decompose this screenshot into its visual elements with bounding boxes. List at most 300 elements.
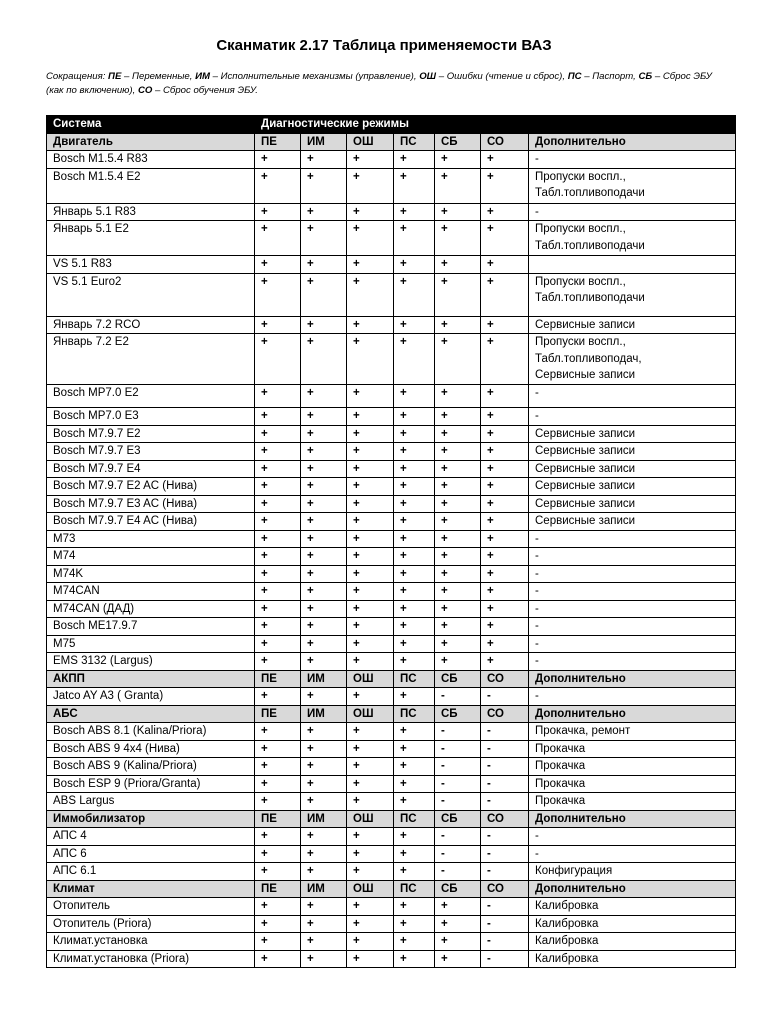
mode-mark: + — [394, 425, 435, 443]
mode-mark: + — [347, 915, 394, 933]
system-name: M74 — [47, 548, 255, 566]
mode-mark: + — [347, 653, 394, 671]
mode-mark: + — [435, 334, 481, 385]
table-row — [47, 600, 736, 618]
extra-info — [529, 600, 736, 618]
mode-mark: + — [301, 828, 347, 846]
mode-mark: + — [481, 221, 529, 256]
mode-column-header: ПС — [394, 133, 435, 151]
mode-mark: - — [481, 740, 529, 758]
extra-info — [529, 863, 736, 881]
extra-info — [529, 495, 736, 513]
table-row — [47, 758, 736, 776]
mode-column-header: СБ — [435, 133, 481, 151]
extra-info-line: - — [535, 830, 539, 842]
mode-mark: + — [435, 933, 481, 951]
mode-mark: + — [435, 273, 481, 316]
mode-mark: + — [481, 653, 529, 671]
extra-info — [529, 653, 736, 671]
extra-info-line: - — [535, 205, 539, 218]
mode-mark: - — [435, 775, 481, 793]
extra-info-line: - — [535, 567, 539, 580]
mode-mark: + — [481, 635, 529, 653]
mode-column-header: ПС — [394, 670, 435, 688]
mode-mark: - — [481, 775, 529, 793]
mode-column-header: ИМ — [301, 705, 347, 723]
mode-mark: - — [435, 845, 481, 863]
mode-mark: + — [255, 828, 301, 846]
mode-mark: + — [255, 793, 301, 811]
extra-info-line: Табл.топливоподач, — [535, 352, 642, 365]
mode-mark: + — [394, 478, 435, 496]
extra-info — [529, 775, 736, 793]
abbreviation-text: – Исполнительные механизмы (управление), — [209, 71, 420, 82]
mode-column-header: Дополнительно — [529, 810, 736, 828]
abbreviation-key: СО — [137, 85, 153, 96]
extra-info-line: Прокачка — [535, 742, 586, 755]
mode-column-header: СБ — [435, 705, 481, 723]
extra-info — [529, 845, 736, 863]
extra-info — [529, 443, 736, 461]
extra-info-line: - — [535, 655, 539, 667]
mode-mark: + — [394, 495, 435, 513]
mode-mark: + — [255, 618, 301, 636]
extra-info — [529, 513, 736, 531]
mode-mark: + — [301, 168, 347, 203]
section-name: АБС — [47, 705, 255, 723]
mode-mark: + — [435, 425, 481, 443]
mode-mark: + — [394, 408, 435, 426]
extra-info — [529, 425, 736, 443]
extra-info — [529, 273, 736, 316]
extra-info-line: Конфигурация — [535, 865, 613, 877]
extra-info-line: Сервисные записи — [535, 369, 636, 381]
mode-column-header: ИМ — [301, 133, 347, 151]
extra-info — [529, 723, 736, 741]
mode-mark: - — [435, 863, 481, 881]
mode-mark: - — [435, 723, 481, 741]
mode-mark: - — [481, 863, 529, 881]
extra-info — [529, 793, 736, 811]
abbreviation-key: ОШ — [419, 71, 437, 82]
mode-mark: + — [347, 600, 394, 618]
table-row — [47, 221, 736, 256]
extra-info — [529, 758, 736, 776]
mode-mark: - — [481, 950, 529, 968]
mode-mark: + — [394, 385, 435, 408]
mode-mark: + — [301, 635, 347, 653]
extra-info — [529, 618, 736, 636]
mode-column-header: СБ — [435, 670, 481, 688]
mode-mark: + — [394, 513, 435, 531]
mode-mark: + — [301, 478, 347, 496]
mode-mark: - — [481, 723, 529, 741]
mode-mark: + — [301, 723, 347, 741]
mode-column-header: ПЕ — [255, 880, 301, 898]
mode-mark: + — [301, 495, 347, 513]
extra-info — [529, 933, 736, 951]
mode-column-header: ОШ — [347, 705, 394, 723]
extra-info-line: Прокачка — [535, 760, 586, 772]
system-name: M74K — [47, 565, 255, 583]
mode-mark: + — [301, 583, 347, 601]
extra-info — [529, 316, 736, 334]
extra-info — [529, 168, 736, 203]
mode-mark: + — [301, 915, 347, 933]
mode-mark: + — [255, 565, 301, 583]
mode-column-header: СО — [481, 133, 529, 151]
section-name: Иммобилизатор — [47, 810, 255, 828]
mode-mark: - — [481, 758, 529, 776]
table-row — [47, 740, 736, 758]
mode-mark: + — [255, 635, 301, 653]
mode-mark: + — [435, 653, 481, 671]
mode-mark: + — [255, 495, 301, 513]
mode-mark: + — [435, 443, 481, 461]
table-row — [47, 408, 736, 426]
mode-mark: + — [347, 723, 394, 741]
system-name: M74CAN (ДАД) — [47, 600, 255, 618]
mode-mark: + — [394, 618, 435, 636]
extra-info-line: - — [535, 690, 539, 702]
system-name: Климат.установка — [47, 933, 255, 951]
mode-mark: + — [347, 385, 394, 408]
system-name: Bosch M7.9.7 E2 — [47, 425, 255, 443]
system-name: Январь 5.1 E2 — [47, 221, 255, 256]
mode-mark: + — [435, 618, 481, 636]
mode-mark: + — [255, 530, 301, 548]
mode-mark: + — [394, 221, 435, 256]
mode-mark: + — [435, 583, 481, 601]
mode-column-header: ПЕ — [255, 810, 301, 828]
table-row — [47, 565, 736, 583]
extra-info — [529, 478, 736, 496]
extra-info-line: Пропуски воспл., — [535, 336, 626, 348]
table-row — [47, 933, 736, 951]
mode-mark: + — [435, 915, 481, 933]
extra-info — [529, 151, 736, 169]
table-row — [47, 460, 736, 478]
section-header-row — [47, 705, 736, 723]
mode-mark: + — [435, 495, 481, 513]
system-name: Bosch M7.9.7 E4 — [47, 460, 255, 478]
mode-mark: + — [347, 460, 394, 478]
system-name: VS 5.1 R83 — [47, 256, 255, 274]
extra-info-line: Пропуски воспл., — [535, 223, 626, 235]
mode-column-header: СО — [481, 670, 529, 688]
mode-mark: + — [481, 425, 529, 443]
system-name: АПС 4 — [47, 828, 255, 846]
mode-mark: + — [301, 385, 347, 408]
mode-mark: + — [301, 740, 347, 758]
mode-mark: + — [255, 168, 301, 203]
mode-mark: + — [394, 151, 435, 169]
extra-info-line: Пропуски воспл., — [535, 170, 626, 183]
mode-mark: + — [347, 256, 394, 274]
mode-mark: + — [481, 443, 529, 461]
mode-mark: + — [347, 316, 394, 334]
mode-mark: + — [255, 898, 301, 916]
extra-info — [529, 334, 736, 385]
extra-info-line: - — [535, 532, 539, 545]
table-row — [47, 151, 736, 169]
system-name: Bosch ESP 9 (Priora/Granta) — [47, 775, 255, 793]
mode-mark: + — [435, 548, 481, 566]
mode-mark: + — [394, 688, 435, 706]
extra-info-line: Прокачка, ремонт — [535, 725, 631, 737]
mode-mark: + — [301, 151, 347, 169]
table-row — [47, 548, 736, 566]
mode-mark: + — [394, 775, 435, 793]
table-row — [47, 635, 736, 653]
abbreviation-key: ПС — [567, 71, 582, 82]
mode-mark: + — [481, 256, 529, 274]
mode-mark: + — [394, 950, 435, 968]
system-name: ABS Largus — [47, 793, 255, 811]
table-row — [47, 793, 736, 811]
mode-mark: - — [481, 828, 529, 846]
system-name: Bosch ABS 9 4x4 (Нива) — [47, 740, 255, 758]
extra-info — [529, 828, 736, 846]
mode-mark: + — [394, 933, 435, 951]
mode-column-header: Дополнительно — [529, 880, 736, 898]
mode-mark: + — [347, 828, 394, 846]
extra-info — [529, 530, 736, 548]
mode-column-header: СО — [481, 705, 529, 723]
mode-mark: + — [394, 915, 435, 933]
mode-column-header: Дополнительно — [529, 133, 736, 151]
extra-info-line: Сервисные записи — [535, 318, 636, 331]
mode-mark: + — [301, 775, 347, 793]
extra-info-line: - — [535, 585, 539, 597]
system-name: Bosch M1.5.4 R83 — [47, 151, 255, 169]
mode-mark: + — [394, 583, 435, 601]
mode-column-header: СБ — [435, 880, 481, 898]
mode-mark: + — [255, 221, 301, 256]
mode-column-header: ПС — [394, 880, 435, 898]
mode-mark: + — [301, 408, 347, 426]
extra-info-line: Сервисные записи — [535, 462, 636, 475]
mode-column-header: Дополнительно — [529, 670, 736, 688]
mode-mark: + — [435, 385, 481, 408]
section-header-row — [47, 810, 736, 828]
mode-mark: - — [435, 740, 481, 758]
mode-mark: + — [347, 758, 394, 776]
extra-info — [529, 203, 736, 221]
system-name: M74CAN — [47, 583, 255, 601]
system-name: EMS 3132 (Largus) — [47, 653, 255, 671]
mode-mark: + — [394, 863, 435, 881]
table-row — [47, 513, 736, 531]
mode-mark: + — [347, 933, 394, 951]
mode-mark: + — [301, 863, 347, 881]
table-row — [47, 316, 736, 334]
mode-mark: + — [435, 513, 481, 531]
mode-mark: + — [255, 256, 301, 274]
mode-mark: + — [394, 828, 435, 846]
extra-info-line: Табл.топливоподачи — [535, 187, 645, 199]
system-name: Bosch M1.5.4 E2 — [47, 168, 255, 203]
extra-info-line: Сервисные записи — [535, 480, 636, 492]
extra-info — [529, 385, 736, 408]
table-row — [47, 950, 736, 968]
mode-mark: + — [347, 221, 394, 256]
mode-mark: + — [301, 256, 347, 274]
mode-mark: + — [481, 168, 529, 203]
mode-mark: + — [255, 316, 301, 334]
mode-mark: + — [347, 898, 394, 916]
extra-info-line: Прокачка — [535, 777, 586, 790]
mode-mark: + — [347, 530, 394, 548]
extra-info — [529, 408, 736, 426]
system-name: Bosch M7.9.7 E4 AC (Нива) — [47, 513, 255, 531]
system-name: Bosch M7.9.7 E2 AC (Нива) — [47, 478, 255, 496]
mode-column-header: ИМ — [301, 670, 347, 688]
mode-mark: + — [481, 548, 529, 566]
page-title: Сканматик 2.17 Таблица применяемости ВАЗ — [216, 37, 552, 54]
table-row — [47, 688, 736, 706]
table-row — [47, 443, 736, 461]
table-row — [47, 385, 736, 408]
mode-mark: + — [481, 583, 529, 601]
system-name: Январь 7.2 RCO — [47, 316, 255, 334]
mode-mark: + — [301, 933, 347, 951]
table-row — [47, 495, 736, 513]
mode-mark: + — [481, 151, 529, 169]
mode-mark: + — [301, 793, 347, 811]
table-row — [47, 583, 736, 601]
mode-mark: + — [394, 316, 435, 334]
extra-info-line: Калибровка — [535, 900, 599, 912]
extra-info-line: - — [535, 550, 539, 562]
mode-mark: + — [255, 478, 301, 496]
mode-mark: - — [481, 845, 529, 863]
mode-mark: - — [481, 898, 529, 916]
section-header-row — [47, 670, 736, 688]
mode-mark: + — [347, 793, 394, 811]
mode-mark: + — [255, 600, 301, 618]
mode-mark: + — [255, 443, 301, 461]
section-header-row — [47, 133, 736, 151]
mode-mark: + — [481, 495, 529, 513]
mode-mark: + — [481, 565, 529, 583]
extra-info — [529, 565, 736, 583]
mode-mark: + — [481, 273, 529, 316]
mode-column-header: ПЕ — [255, 705, 301, 723]
table-row — [47, 845, 736, 863]
abbreviation-text: – Переменные, — [121, 71, 196, 82]
mode-mark: + — [255, 583, 301, 601]
mode-mark: + — [394, 723, 435, 741]
table-row — [47, 898, 736, 916]
mode-mark: + — [347, 618, 394, 636]
mode-mark: + — [255, 758, 301, 776]
mode-mark: + — [435, 316, 481, 334]
mode-mark: + — [255, 334, 301, 385]
extra-info-line: Сервисные записи — [535, 427, 636, 440]
mode-mark: + — [394, 203, 435, 221]
mode-mark: + — [347, 548, 394, 566]
mode-mark: + — [394, 530, 435, 548]
mode-mark: + — [301, 425, 347, 443]
mode-column-header: ПС — [394, 810, 435, 828]
system-name: VS 5.1 Euro2 — [47, 273, 255, 316]
mode-mark: + — [255, 548, 301, 566]
system-name: Отопитель (Priora) — [47, 915, 255, 933]
mode-mark: + — [347, 495, 394, 513]
table-row — [47, 256, 736, 274]
mode-mark: + — [435, 530, 481, 548]
mode-mark: + — [481, 316, 529, 334]
mode-column-header: ИМ — [301, 810, 347, 828]
mode-column-header: ОШ — [347, 670, 394, 688]
extra-info-line: Сервисные записи — [535, 445, 636, 457]
extra-info — [529, 256, 736, 274]
mode-mark: + — [347, 845, 394, 863]
mode-mark: + — [301, 565, 347, 583]
abbreviations-prefix: Сокращения: — [46, 71, 109, 82]
mode-mark: + — [394, 845, 435, 863]
header-diagnostic-modes: Диагностические режимы — [255, 116, 736, 134]
mode-mark: + — [301, 221, 347, 256]
mode-mark: + — [394, 168, 435, 203]
table-row — [47, 618, 736, 636]
system-name: Отопитель — [47, 898, 255, 916]
mode-mark: + — [347, 950, 394, 968]
mode-column-header: ПЕ — [255, 670, 301, 688]
mode-mark: + — [394, 334, 435, 385]
mode-column-header: ИМ — [301, 880, 347, 898]
mode-mark: + — [347, 688, 394, 706]
mode-mark: + — [435, 898, 481, 916]
table-row — [47, 425, 736, 443]
mode-column-header: ПС — [394, 705, 435, 723]
mode-mark: + — [435, 151, 481, 169]
mode-mark: + — [255, 688, 301, 706]
mode-mark: + — [301, 548, 347, 566]
system-name: Bosch MP7.0 E2 — [47, 385, 255, 408]
extra-info-line: - — [535, 153, 539, 165]
table-row — [47, 530, 736, 548]
extra-info — [529, 915, 736, 933]
mode-mark: + — [255, 915, 301, 933]
mode-mark: + — [255, 151, 301, 169]
header-system: Система — [47, 116, 255, 134]
extra-info-line: Табл.топливоподачи — [535, 239, 645, 252]
abbreviation-key: СБ — [638, 71, 653, 82]
mode-mark: + — [481, 530, 529, 548]
system-name: Bosch M7.9.7 E3 — [47, 443, 255, 461]
mode-mark: + — [435, 408, 481, 426]
system-name: Jatco AY A3 ( Granta) — [47, 688, 255, 706]
mode-mark: + — [301, 460, 347, 478]
system-name: Bosch MP7.0 E3 — [47, 408, 255, 426]
table-row — [47, 915, 736, 933]
mode-mark: + — [481, 334, 529, 385]
mode-mark: + — [301, 513, 347, 531]
mode-mark: + — [301, 758, 347, 776]
mode-mark: + — [255, 950, 301, 968]
mode-mark: + — [481, 600, 529, 618]
mode-mark: + — [435, 565, 481, 583]
mode-mark: + — [301, 530, 347, 548]
mode-mark: + — [481, 513, 529, 531]
mode-mark: + — [347, 151, 394, 169]
mode-mark: + — [435, 635, 481, 653]
mode-mark: + — [394, 898, 435, 916]
mode-mark: + — [394, 758, 435, 776]
extra-info — [529, 740, 736, 758]
